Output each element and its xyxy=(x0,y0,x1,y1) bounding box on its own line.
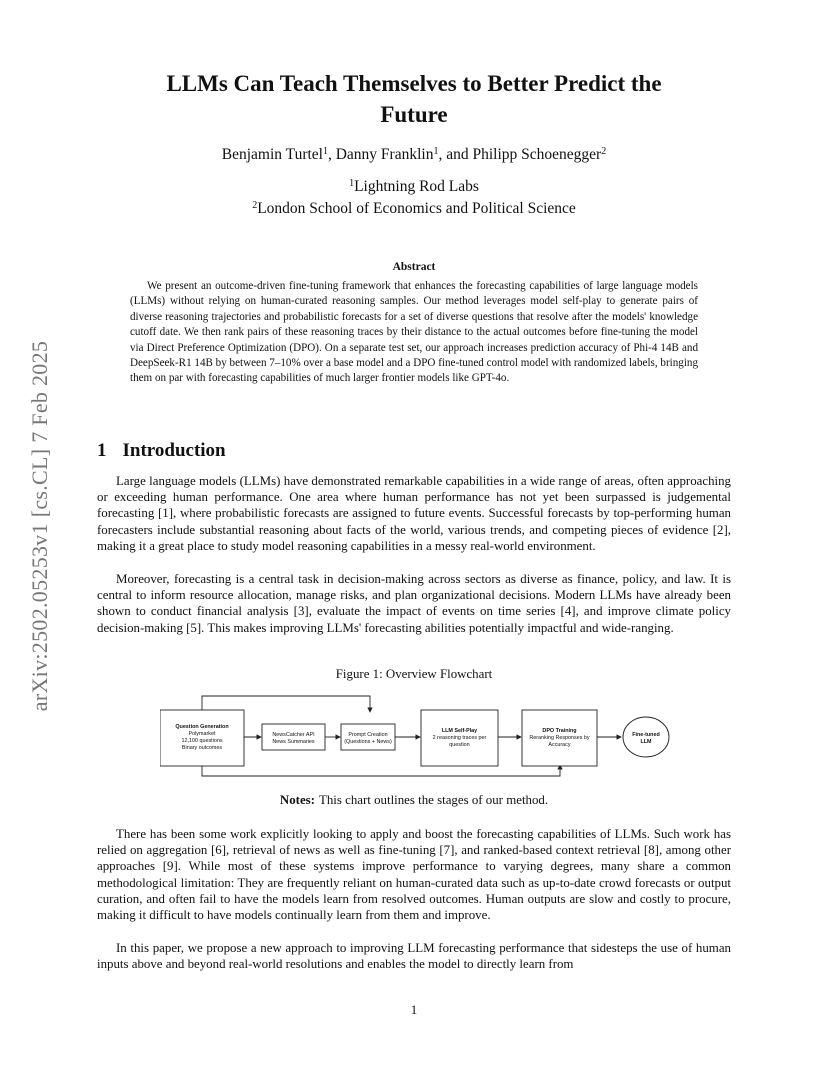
page-number: 1 xyxy=(410,1003,418,1017)
body-paragraph: Moreover, forecasting is a central task in decision-making across sectors as diverse as finance, policy, and law. It is central to inform resource allocation, manage risks, and plan organizational decisions. Modern LLMs have already been shown to conduct financial analysis [3], evaluate the impact of events on time series [4], and improve climate policy decision-making [5]. This makes improving LLMs' forecasting abilities potentially impactful and wide-ranging. xyxy=(97,572,731,635)
paper-title xyxy=(96,68,732,130)
flow-label: (Questions + News) xyxy=(344,739,392,745)
flow-label: News Summaries xyxy=(272,739,315,745)
figure-caption: Figure 1: Overview Flowchart xyxy=(335,667,493,681)
flow-label: LLM xyxy=(640,739,652,745)
flow-label: DPO Training xyxy=(542,728,577,734)
body-paragraph: There has been some work explicitly looking to apply and boost the forecasting capabilities of LLMs. Such work has relied on aggregation [6], retrieval of news as well as fine-tuning [7], and ranked-based context retrieval [8], among other approaches [9]. While most of these systems improve performance to varying degrees, many share a common methodological limitation: They are frequently reliant on human-curated data such as up-to-date crowd forecasts or output curation, and often fail to have the models learn from resolved outcomes. Human outputs are slow and costly to procure, making it difficult to have models continually learn from them and improve. xyxy=(97,827,731,923)
flow-label: Accuracy xyxy=(548,742,571,748)
flow-label: Question Generation xyxy=(175,724,229,730)
abstract-heading: Abstract xyxy=(392,261,436,273)
author-name: Danny Franklin xyxy=(335,146,434,163)
flow-label: Fine-tuned xyxy=(632,732,660,738)
overview-flowchart xyxy=(160,690,680,780)
author-name: Benjamin Turtel xyxy=(221,146,323,163)
figure-notes xyxy=(97,793,731,808)
flow-label: Prompt Creation xyxy=(348,732,388,738)
flow-label: Binary outcomes xyxy=(181,745,223,751)
section-heading xyxy=(97,440,226,462)
arxiv-identifier: arXiv:2502.05253v1 [cs.CL] 7 Feb 2025 xyxy=(27,340,52,712)
flow-label: LLM Self-Play xyxy=(441,728,478,734)
author-separator: , and xyxy=(438,146,473,163)
notes-text: This chart outlines the stages of our method. xyxy=(318,793,549,807)
notes-label: Notes: xyxy=(279,793,315,807)
author-separator: , xyxy=(327,146,336,163)
author-list xyxy=(96,146,732,164)
flow-label: Reranking Responses by xyxy=(529,735,590,741)
title-line-1: LLMs Can Teach Themselves to Better Predict the xyxy=(166,71,662,96)
flow-label: question xyxy=(449,742,470,748)
author-name: Philipp Schoenegger xyxy=(472,146,602,163)
section-number: 1 xyxy=(97,440,107,461)
affiliation: $^1$Lightning Rod Labs xyxy=(349,178,479,195)
section-title: Introduction xyxy=(122,440,226,461)
affiliation: $^2$London School of Economics and Political Science xyxy=(252,200,576,217)
body-paragraph: In this paper, we propose a new approach to improving LLM forecasting performance that sidesteps the use of human inputs above and beyond real-world resolutions and enables the model to directly learn from xyxy=(97,941,731,972)
flow-label: 12,100 questions xyxy=(181,738,223,744)
author-affiliation-mark: 1 xyxy=(433,146,439,157)
abstract-text: We present an outcome-driven fine-tuning framework that enhances the forecasting capabilities of large language models (LLMs) without relying on human-curated reasoning samples. Our method leverages model self-play to generate pairs of diverse reasoning trajectories and probabilistic forecasts for a set of diverse questions that resolve after the models' knowledge cutoff date. We then rank pairs of these reasoning traces by their distance to the actual outcomes before fine-tuning the model via Direct Preference Optimization (DPO). On a separate test set, our approach increases prediction accuracy of Phi-4 14B and DeepSeek-R1 14B by between 7–10% over a base model and a DPO fine-tuned control model with randomized labels, bringing them on par with forecasting capabilities of much larger frontier models like GPT-4o. xyxy=(130,280,698,385)
author-affiliation-mark: 1 xyxy=(322,146,328,157)
body-paragraph: Large language models (LLMs) have demonstrated remarkable capabilities in a wide range of areas, often approaching or exceeding human performance. One area where human performance has not yet been surpassed is judgemental forecasting [1], where probabilistic forecasts are assigned to future events. Successful forecasts by top-performing human forecasters include substantial reasoning about facts of the world, various trends, and competing pieces of evidence [2], making it a great place to study model reasoning capabilities in a messy real-world environment. xyxy=(97,474,731,553)
author-affiliation-mark: 2 xyxy=(601,146,607,157)
flow-label: 2 reasoning traces per xyxy=(432,735,487,741)
flow-label: Polymarket xyxy=(188,731,216,737)
title-line-2: Future xyxy=(380,102,448,127)
flow-label: NewsCatcher API xyxy=(272,732,315,738)
affiliations xyxy=(96,176,732,220)
